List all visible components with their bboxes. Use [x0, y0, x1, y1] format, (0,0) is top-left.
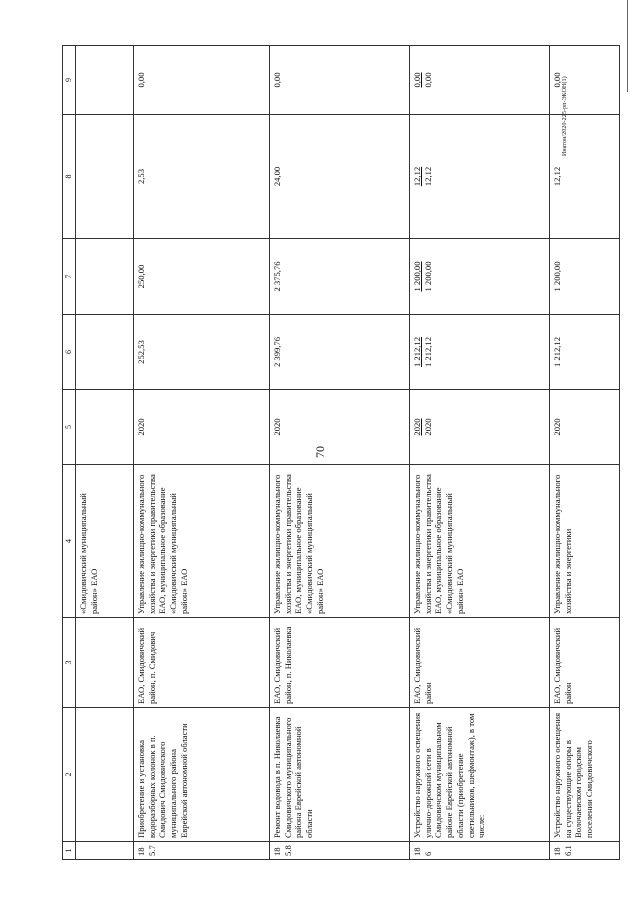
table-row [270, 46, 410, 860]
document-stamp: Инатон/2020-225-рп-ЭКОН(1) [562, 76, 568, 156]
amount-value: 0,00 [412, 72, 422, 88]
header-cell: 6 [63, 315, 76, 390]
table-row [134, 46, 270, 860]
amount-col7: 1 200,00 [550, 239, 620, 315]
location: ЕАО, Смидовичский район, п. Николаевка [270, 618, 410, 708]
table-cell [76, 239, 134, 315]
amount-col9: 0,00 [550, 46, 620, 115]
page-number: 70 [313, 446, 327, 458]
row-number: 185.7 [134, 842, 270, 860]
amount-col7 [410, 239, 550, 315]
table-row [410, 46, 550, 860]
amount-value: 1 200,00 [412, 261, 422, 292]
executor: Управление жилищно-коммунального хозяйства и энергетики правительства ЕАО, муниципальное образование «Смидовичский муниципальный район» ЕАО [270, 465, 410, 618]
table-cell [76, 708, 134, 842]
continuation-row [76, 46, 134, 860]
amount-total [410, 315, 550, 390]
measure-name: Устройство наружного освещения на существующие опоры в Волочаевском городском поселении Смидовичского [550, 708, 620, 842]
year: 2020 [550, 390, 620, 465]
header-cell: 5 [63, 390, 76, 465]
year-value: 2020 [422, 418, 433, 436]
amount-col7: 250,00 [134, 239, 270, 315]
row-number: 185.8 [270, 842, 410, 860]
amount-total: 2 399,76 [270, 315, 410, 390]
amount-value: 1 212,12 [412, 336, 422, 368]
row-number: 186 [410, 842, 550, 860]
amount-col8: 12,12 [550, 115, 620, 239]
table-cell [76, 842, 134, 860]
amount-col8: 2,53 [134, 115, 270, 239]
location: ЕАО, Смидовичский район, п. Смидович [134, 618, 270, 708]
amount-col9: 0,00 [134, 46, 270, 115]
executor: Управление жилищно-коммунального хозяйства и энергетики правительства ЕАО, муниципальное образование «Смидовичский муниципальный район» ЕАО [410, 465, 550, 618]
header-cell: 2 [63, 708, 76, 842]
header-cell: 3 [63, 618, 76, 708]
location: ЕАО, Смидовичский район [550, 618, 620, 708]
amount-value: 12,12 [422, 166, 433, 187]
header-cell: 8 [63, 115, 76, 239]
amount-col7: 2 375,76 [270, 239, 410, 315]
header-cell: 7 [63, 239, 76, 315]
location: ЕАО, Смидовичский район [410, 618, 550, 708]
table-cell [76, 618, 134, 708]
row-number: 186.1 [550, 842, 620, 860]
measure-name: Приобретение и установка водоразборных колонок в п. Смидович Смидовичского муниципального района Еврейской автономной области [134, 708, 270, 842]
executor: Управление жилищно-коммунального хозяйства и энергетики [550, 465, 620, 618]
year: 2020 [270, 390, 410, 465]
year [410, 390, 550, 465]
header-row [63, 46, 76, 860]
measure-name: Устройство наружного освещения улично-дорожной сети в Смидовичском муниципальном районе Еврейской автономной области (приобретение светильников, шефмонтаж), в том числе: [410, 708, 550, 842]
amount-col9 [410, 46, 550, 115]
table-cell [76, 390, 134, 465]
table-cell [76, 115, 134, 239]
executor: Управление жилищно-коммунального хозяйства и энергетики правительства ЕАО, муниципальное образование «Смидовичский муниципальный район» ЕАО [134, 465, 270, 618]
header-cell: 4 [63, 465, 76, 618]
year-value: 2020 [412, 418, 422, 436]
amount-col8: 24,00 [270, 115, 410, 239]
amount-col9: 0,00 [270, 46, 410, 115]
amount-total: 252,53 [134, 315, 270, 390]
measure-name: Ремонт водовода в п. Николаевка Смидовичского муниципального района Еврейской автономной области [270, 708, 410, 842]
table-cell [76, 46, 134, 115]
amount-value: 12,12 [412, 166, 422, 187]
amount-value: 0,00 [422, 72, 433, 88]
budget-table [62, 45, 620, 860]
amount-value: 1 200,00 [422, 261, 433, 292]
margin-rule [627, 0, 628, 92]
table-cell [76, 315, 134, 390]
amount-total: 1 212,12 [550, 315, 620, 390]
amount-col8 [410, 115, 550, 239]
header-cell: 9 [63, 46, 76, 115]
header-cell: 1 [63, 842, 76, 860]
continuation-text: «Смидовичский муниципальный район» ЕАО [76, 465, 134, 618]
rotated-table-container [62, 46, 622, 860]
amount-value: 1 212,12 [422, 336, 433, 368]
year: 2020 [134, 390, 270, 465]
table-row [550, 46, 620, 860]
